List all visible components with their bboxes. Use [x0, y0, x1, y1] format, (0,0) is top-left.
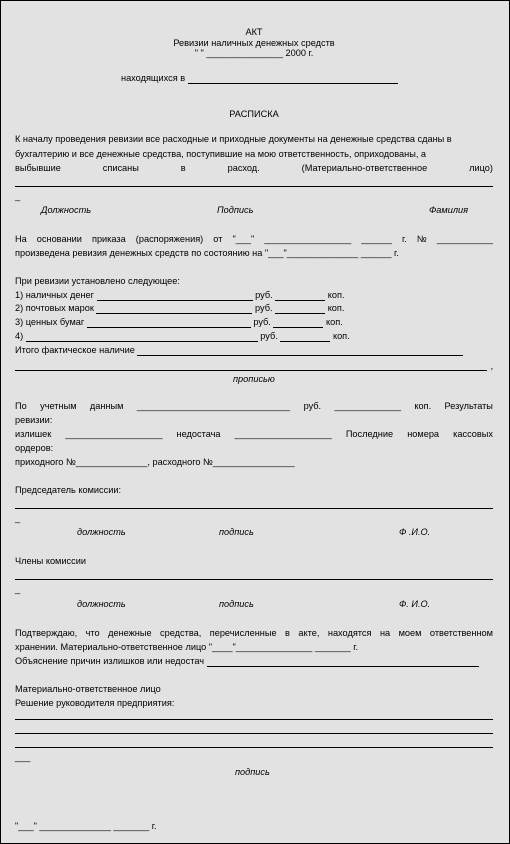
order-word: г.: [402, 234, 407, 244]
document-date-line: " " _______________ 2000 г.: [194, 48, 314, 58]
order-word: от: [213, 234, 223, 244]
accounting-word: излишек: [15, 429, 52, 439]
members-label: Члены комиссии: [15, 556, 86, 566]
members-rule[interactable]: [15, 579, 493, 580]
confirmation-word: в: [285, 628, 290, 638]
comma: ,: [491, 361, 494, 371]
order-word: ______: [361, 234, 392, 244]
audit-item-label: 1) наличных денег: [15, 290, 95, 300]
receipt-word: лицо): [469, 163, 493, 173]
audit-item: [15, 290, 493, 301]
accounting-word: Результаты: [444, 401, 493, 411]
order-word: основании: [36, 234, 82, 244]
accounting-word: Последние: [345, 429, 394, 439]
decision-rule-2[interactable]: [15, 733, 493, 734]
accounting-word: учетным: [40, 401, 77, 411]
audit-rub-blank[interactable]: [26, 332, 258, 342]
confirmation-word: на: [379, 628, 391, 638]
continuation-mark: _: [15, 513, 21, 523]
location-line: [121, 73, 493, 84]
total-label: Итого фактическое наличие: [15, 345, 135, 355]
reasons-label: Объяснение причин излишков или недостач: [15, 656, 205, 666]
confirmation-word: Подтверждаю,: [15, 628, 78, 638]
order-line-1: [15, 234, 493, 245]
kop-label: коп.: [327, 290, 345, 300]
order-word: ___________: [436, 234, 493, 244]
audit-kop-blank[interactable]: [273, 318, 323, 328]
accounting-word: _____________: [334, 401, 401, 411]
confirmation-line-2: хранении. Материально-ответственное лицо "____"_______________ _______ г.: [15, 642, 359, 652]
reasons-line: [15, 656, 493, 667]
label-position: должность: [77, 527, 126, 537]
accounting-word: данным: [89, 401, 124, 411]
receipt-word: в: [180, 163, 186, 173]
rub-label: руб.: [260, 331, 278, 341]
label-fio: Ф .И.О.: [399, 527, 431, 537]
label-signature: подпись: [219, 599, 254, 609]
label-signature: Подпись: [217, 205, 254, 215]
accounting-word: недостача: [176, 429, 221, 439]
receipt-word: (Материально-ответственное: [301, 163, 428, 173]
continuation-mark: _: [15, 584, 21, 594]
accounting-word: коп.: [414, 401, 432, 411]
footer-date-line: "___" ______________ _______ г.: [15, 821, 157, 831]
rub-label: руб.: [255, 303, 273, 313]
decision-label: Решение руководителя предприятия:: [15, 698, 175, 708]
audit-intro: При ревизии установлено следующее:: [15, 276, 180, 286]
audit-item: [15, 303, 493, 314]
accounting-word: руб.: [303, 401, 322, 411]
decision-rule-3[interactable]: [15, 747, 493, 748]
reasons-blank[interactable]: [207, 657, 479, 667]
accounting-word: ___________________: [234, 429, 332, 439]
order-word: №: [416, 234, 427, 244]
accounting-word: номера: [407, 429, 440, 439]
continuation-mark: ___: [15, 752, 31, 762]
label-signature: подпись: [235, 767, 270, 777]
confirmation-word: моем: [398, 628, 422, 638]
chair-label: Председатель комиссии:: [15, 485, 122, 495]
accounting-line-1: [15, 401, 493, 412]
kop-label: коп.: [327, 303, 345, 313]
audit-item-label: 3) ценных бумаг: [15, 317, 85, 327]
accounting-line-3: приходного №______________, расходного №________________: [15, 457, 295, 467]
receipt-line-2: бухгалтерию и все денежные средства, поступившие на мою ответственность, оприходованы, а: [15, 149, 427, 159]
confirmation-word: что: [85, 628, 100, 638]
audit-item: [15, 331, 493, 342]
order-word: "___": [232, 234, 255, 244]
confirmation-word: средства,: [160, 628, 202, 638]
confirmation-word: ответственном: [429, 628, 493, 638]
order-word: (распоряжения): [135, 234, 204, 244]
accounting-line-2: [15, 429, 493, 440]
rub-label: руб.: [253, 317, 271, 327]
accounting-word: ___________________: [65, 429, 163, 439]
confirmation-word: акте,: [298, 628, 320, 638]
accounting-line-2b: ордеров:: [15, 443, 54, 453]
accounting-word: кассовых: [453, 429, 493, 439]
continuation-mark: _: [15, 191, 21, 201]
location-blank[interactable]: [188, 74, 398, 84]
decision-rule-1[interactable]: [15, 719, 493, 720]
audit-item-label: 4): [15, 331, 24, 341]
order-word: _________________: [264, 234, 352, 244]
receipt-title: РАСПИСКА: [229, 109, 279, 119]
total-words-rule[interactable]: [15, 370, 487, 371]
order-word: На: [15, 234, 27, 244]
chair-rule[interactable]: [15, 508, 493, 509]
signature-rule[interactable]: [15, 186, 493, 187]
audit-item-label: 2) почтовых марок: [15, 303, 94, 313]
audit-kop-blank[interactable]: [275, 291, 325, 301]
receipt-line-1: [15, 134, 493, 145]
total-blank[interactable]: [137, 346, 463, 356]
receipt-word: списаны: [102, 163, 139, 173]
order-line-2: произведена ревизия денежных средств по состоянию на "___"______________ ______ г.: [15, 248, 399, 258]
document-title: АКТ: [245, 27, 263, 37]
accounting-word: По: [15, 401, 27, 411]
label-in-words: прописью: [233, 374, 275, 384]
accounting-line-1b: ревизии:: [15, 415, 53, 425]
receipt-line-3: [15, 163, 493, 174]
confirmation-word: перечисленные: [209, 628, 277, 638]
rub-label: руб.: [255, 290, 273, 300]
receipt-text-1: К началу проведения ревизии все расходные и приходные документы на денежные средства сданы в: [15, 134, 452, 144]
confirmation-word: денежные: [108, 628, 152, 638]
audit-rub-blank[interactable]: [96, 304, 252, 314]
receipt-word: расход.: [227, 163, 260, 173]
document-subtitle: Ревизии наличных денежных средств: [173, 38, 335, 48]
confirmation-line-1: [15, 628, 493, 639]
audit-rub-blank[interactable]: [87, 318, 251, 328]
kop-label: коп.: [332, 331, 350, 341]
mol-label: Материально-ответственное лицо: [15, 684, 161, 694]
audit-kop-blank[interactable]: [275, 304, 325, 314]
label-position: Должность: [41, 205, 92, 215]
audit-kop-blank[interactable]: [280, 332, 330, 342]
label-surname: Фамилия: [429, 205, 469, 215]
location-label: находящихся в: [121, 73, 186, 83]
receipt-word: выбывшие: [15, 163, 61, 173]
kop-label: коп.: [326, 317, 343, 327]
confirmation-word: находятся: [327, 628, 372, 638]
audit-rub-blank[interactable]: [97, 291, 253, 301]
label-position: должность: [77, 599, 126, 609]
label-fio: Ф. И.О.: [399, 599, 431, 609]
audit-item: [15, 317, 493, 328]
total-line: [15, 345, 493, 356]
accounting-word: ______________________________: [136, 401, 291, 411]
order-word: приказа: [91, 234, 126, 244]
label-signature: подпись: [219, 527, 254, 537]
